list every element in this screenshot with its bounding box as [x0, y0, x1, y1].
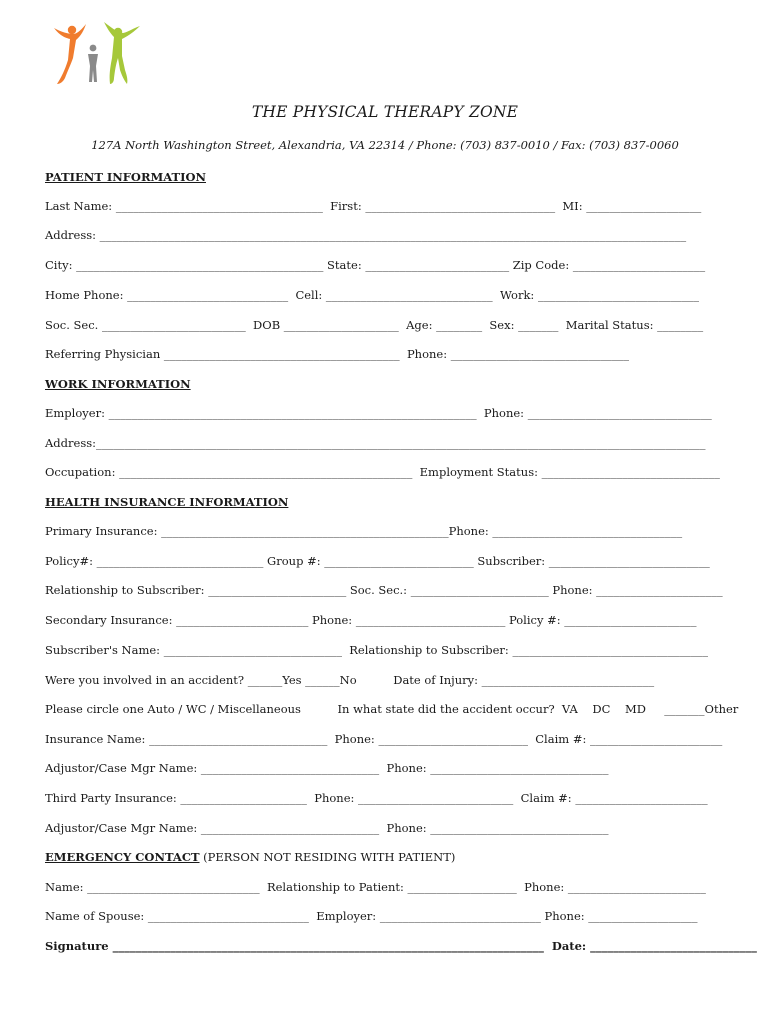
third-party-row: Third Party Insurance: ______________________ Phone: ___________________________ Claim #: _______________________ — [45, 791, 708, 805]
accident-field[interactable] — [45, 673, 725, 687]
spouse-field[interactable] — [45, 909, 725, 923]
insurance-section-heading — [45, 495, 725, 509]
patient-section-heading — [45, 170, 725, 184]
third-party-field[interactable] — [45, 791, 725, 805]
subscriber-name-field[interactable] — [45, 643, 725, 657]
city-field[interactable] — [45, 258, 725, 272]
adjustor-row: Adjustor/Case Mgr Name: _______________________________ Phone: _______________________________ — [45, 761, 609, 775]
emergency-name-row: Name: ______________________________ Relationship to Patient: ___________________ Phone: ________________________ — [45, 880, 706, 894]
work-address-field[interactable] — [45, 436, 725, 450]
soc-sec-row: Soc. Sec. _________________________ DOB ____________________ Age: ________ Sex: _______ Marital Status: ________ — [45, 318, 704, 332]
referring-physician-field[interactable] — [45, 347, 725, 361]
emergency-heading-note: (PERSON NOT RESIDING WITH PATIENT) — [199, 850, 456, 864]
signature-field[interactable] — [45, 939, 757, 953]
secondary-insurance-row: Secondary Insurance: _______________________ Phone: __________________________ Policy #: _______________________ — [45, 613, 697, 627]
work-heading: WORK INFORMATION — [45, 377, 191, 391]
subscriber-name-row: Subscriber's Name: _______________________________ Relationship to Subscriber: __________________________________ — [45, 643, 708, 657]
relationship-row: Relationship to Subscriber: ________________________ Soc. Sec.: ________________________ Phone: ______________________ — [45, 583, 723, 597]
signature-label: Signature ___________________________________________________________________________ — [45, 939, 544, 953]
address-field[interactable] — [45, 228, 725, 242]
address-row: Address: ______________________________________________________________________________________________________ — [45, 228, 687, 242]
emergency-name-field[interactable] — [45, 880, 725, 894]
orange-figure-icon — [54, 24, 86, 84]
spouse-row: Name of Spouse: ____________________________ Employer: ____________________________ Phone: ___________________ — [45, 909, 698, 923]
work-address-row: Address:__________________________________________________________________________________________________________ — [45, 436, 706, 450]
insurance-name-field[interactable] — [45, 732, 725, 746]
relationship-field[interactable] — [45, 583, 725, 597]
home-phone-field[interactable] — [45, 288, 725, 302]
clinic-logo — [48, 20, 143, 90]
insurance-name-row: Insurance Name: _______________________________ Phone: __________________________ Claim #: _______________________ — [45, 732, 723, 746]
accident-row: Were you involved in an accident? ______Yes ______No Date of Injury: ______________________________ — [45, 673, 655, 687]
emergency-heading: EMERGENCY CONTACT — [45, 850, 200, 864]
soc-sec-field[interactable] — [45, 318, 725, 332]
policy-row: Policy#: _____________________________ Group #: __________________________ Subscriber: ____________________________ — [45, 554, 710, 568]
insurance-heading: HEALTH INSURANCE INFORMATION — [45, 495, 289, 509]
date-label: Date: _____________________________ — [543, 939, 757, 953]
grey-figure-icon — [88, 45, 98, 82]
primary-insurance-field[interactable] — [45, 524, 725, 538]
accident-type-row: Please circle one Auto / WC / Miscellaneous In what state did the accident occur? VA DC MD _______Other — [45, 702, 739, 716]
patient-heading: PATIENT INFORMATION — [45, 170, 206, 184]
occupation-field[interactable] — [45, 465, 725, 479]
last-name-row: Last Name: ____________________________________ First: _________________________________ MI: ____________________ — [45, 199, 702, 213]
phone-row: Home Phone: ____________________________ Cell: _____________________________ Work: ____________________________ — [45, 288, 699, 302]
occupation-row: Occupation: ___________________________________________________ Employment Status: _______________________________ — [45, 465, 720, 479]
employer-row: Employer: ________________________________________________________________ Phone: ________________________________ — [45, 406, 712, 420]
adjustor-field-2[interactable] — [45, 821, 725, 835]
city-row: City: ___________________________________________ State: _________________________ Zip Code: _______________________ — [45, 258, 706, 272]
emergency-section-heading — [45, 850, 725, 864]
secondary-insurance-field[interactable] — [45, 613, 725, 627]
last-name-field[interactable] — [45, 199, 725, 213]
adjustor-field[interactable] — [45, 761, 725, 775]
accident-type-field[interactable] — [45, 702, 739, 716]
policy-field[interactable] — [45, 554, 725, 568]
work-section-heading — [45, 377, 725, 391]
form-title: THE PHYSICAL THERAPY ZONE — [251, 103, 519, 121]
employer-field[interactable] — [45, 406, 725, 420]
green-figure-icon — [104, 22, 140, 84]
referring-row: Referring Physician _________________________________________ Phone: _______________________________ — [45, 347, 630, 361]
adjustor-row-2: Adjustor/Case Mgr Name: _______________________________ Phone: _______________________________ — [45, 821, 609, 835]
primary-insurance-row: Primary Insurance: __________________________________________________Phone: _________________________________ — [45, 524, 683, 538]
clinic-address: 127A North Washington Street, Alexandria, VA 22314 / Phone: (703) 837-0010 / Fax: (703) 837-0060 — [91, 138, 679, 152]
